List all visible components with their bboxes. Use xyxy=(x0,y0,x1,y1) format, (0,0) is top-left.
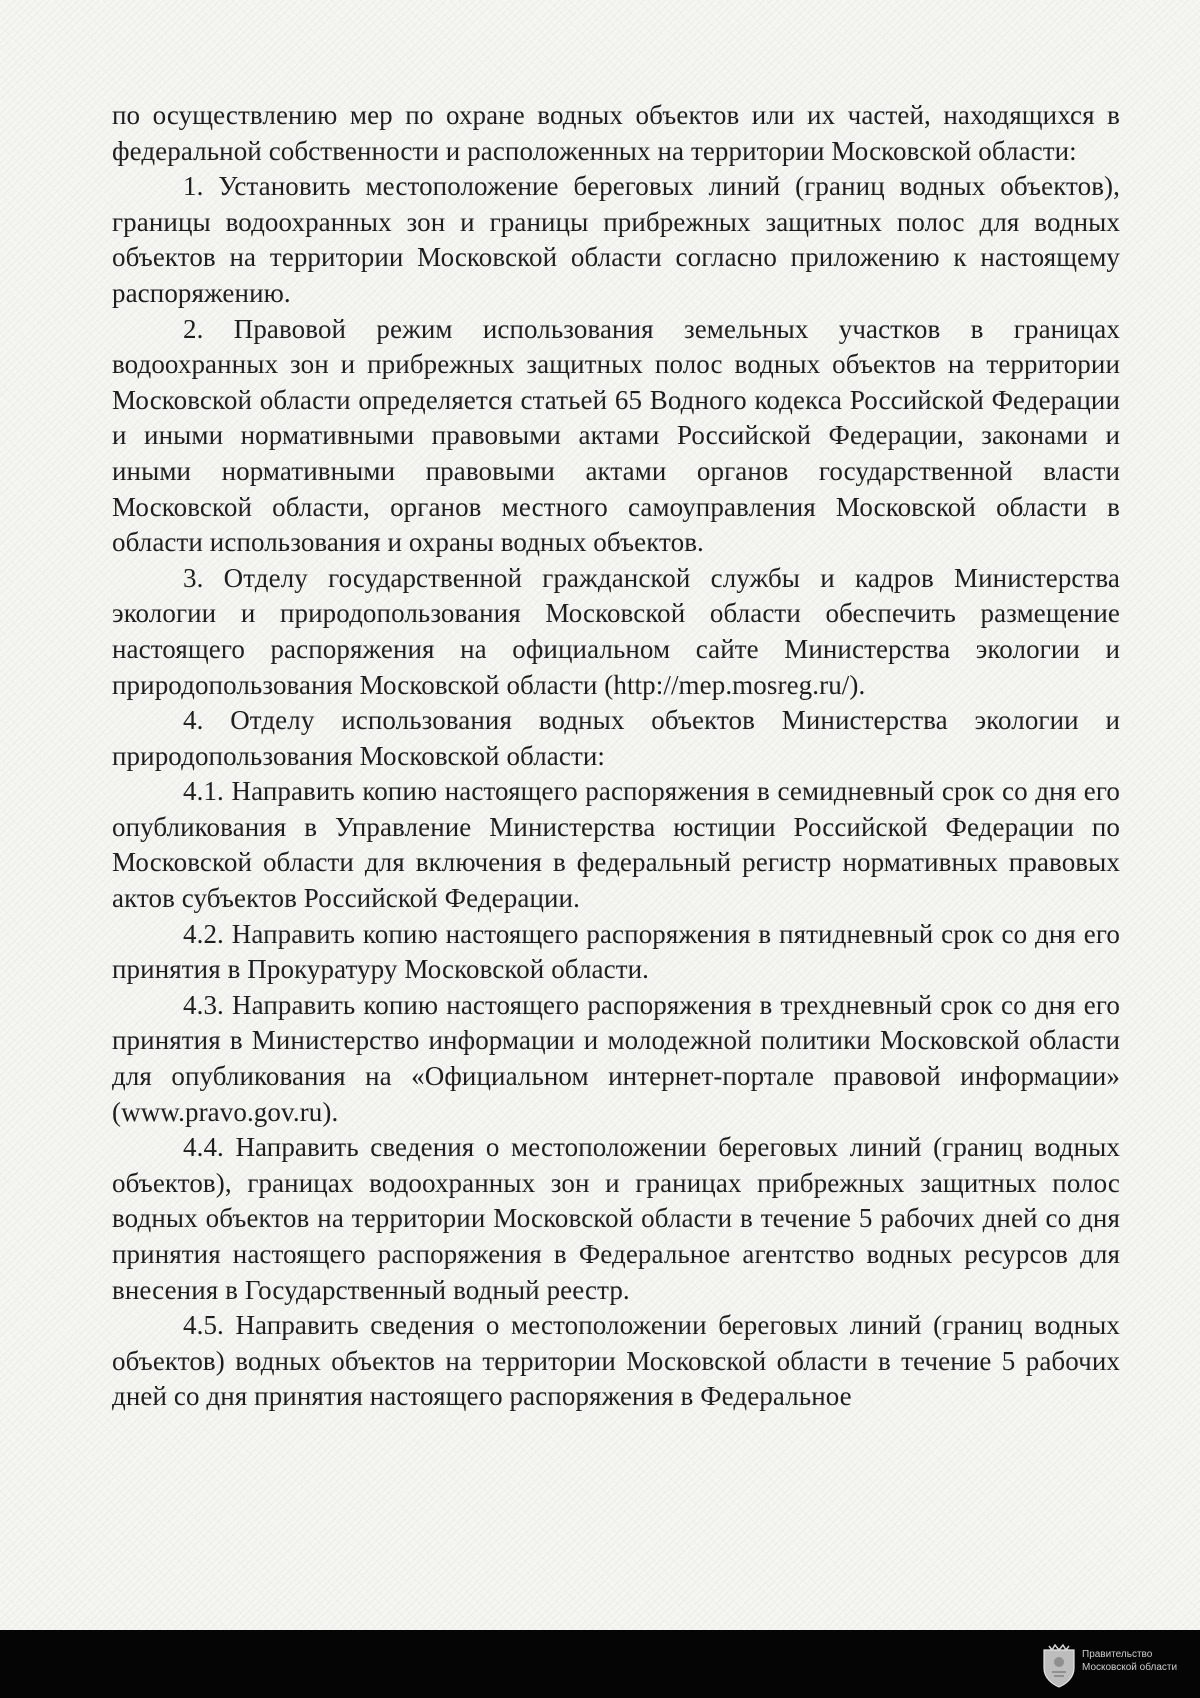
footer-organization xyxy=(1082,1648,1190,1674)
moscow-region-emblem-icon xyxy=(1040,1642,1078,1688)
paragraph-item-4-3: 4.3. Направить копию настоящего распоряжения в трехдневный срок со дня его принятия в Министерство информации и молодежной политики Московской области для опубликования на «Официальном интернет-портале правовой информации» (www.pravo.gov.ru). xyxy=(112,989,1120,1127)
footer-org-line-2: Московской области xyxy=(1082,1662,1178,1673)
paragraph-item-4-5: 4.5. Направить сведения о местоположении береговых линий (границ водных объектов) водных объектов на территории Московской области в течение 5 рабочих дней со дня принятия настоящего распоряжения в Федеральное xyxy=(112,1310,1120,1412)
footer-bar xyxy=(0,1630,1200,1698)
footer-org-line-1: Правительство xyxy=(1082,1649,1153,1660)
paragraph-item-4: 4. Отделу использования водных объектов Министерства экологии и природопользования Московской области: xyxy=(112,705,1120,771)
paragraph-item-3: 3. Отделу государственной гражданской службы и кадров Министерства экологии и природопользования Московской области обеспечить размещение настоящего распоряжения на официальном сайте Министерства экологии и природопользования Московской области (http://mep.mosreg.ru/). xyxy=(112,562,1120,700)
document-body xyxy=(112,98,1120,1415)
paragraph-item-2: 2. Правовой режим использования земельных участков в границах водоохранных зон и прибрежных защитных полос водных объектов на территории Московской области определяется статьей 65 Водного кодекса Российской Федерации и иными нормативными правовыми актами Российской Федерации, законами и иными нормативными правовыми актами органов государственной власти Московской области, органов местного самоуправления Московской области в области использования и охраны водных объектов. xyxy=(112,313,1120,558)
paragraph-intro: по осуществлению мер по охране водных объектов или их частей, находящихся в федеральной собственности и расположенных на территории Московской области: xyxy=(112,100,1120,166)
paragraph-item-4-4: 4.4. Направить сведения о местоположении береговых линий (границ водных объектов), границах водоохранных зон и границах прибрежных защитных полос водных объектов на территории Московской области в течение 5 рабочих дней со дня принятия настоящего распоряжения в Федеральное агентство водных ресурсов для внесения в Государственный водный реестр. xyxy=(112,1132,1120,1305)
paragraph-item-4-1: 4.1. Направить копию настоящего распоряжения в семидневный срок со дня его опубликования в Управление Министерства юстиции Российской Федерации по Московской области для включения в федеральный регистр нормативных правовых актов субъектов Российской Федерации. xyxy=(112,776,1120,914)
paragraph-item-1: 1. Установить местоположение береговых линий (границ водных объектов), границы водоохранных зон и границы прибрежных защитных полос для водных объектов на территории Московской области согласно приложению к настоящему распоряжению. xyxy=(112,171,1120,308)
paragraph-item-4-2: 4.2. Направить копию настоящего распоряжения в пятидневный срок со дня его принятия в Прокуратуру Московской области. xyxy=(112,918,1120,985)
